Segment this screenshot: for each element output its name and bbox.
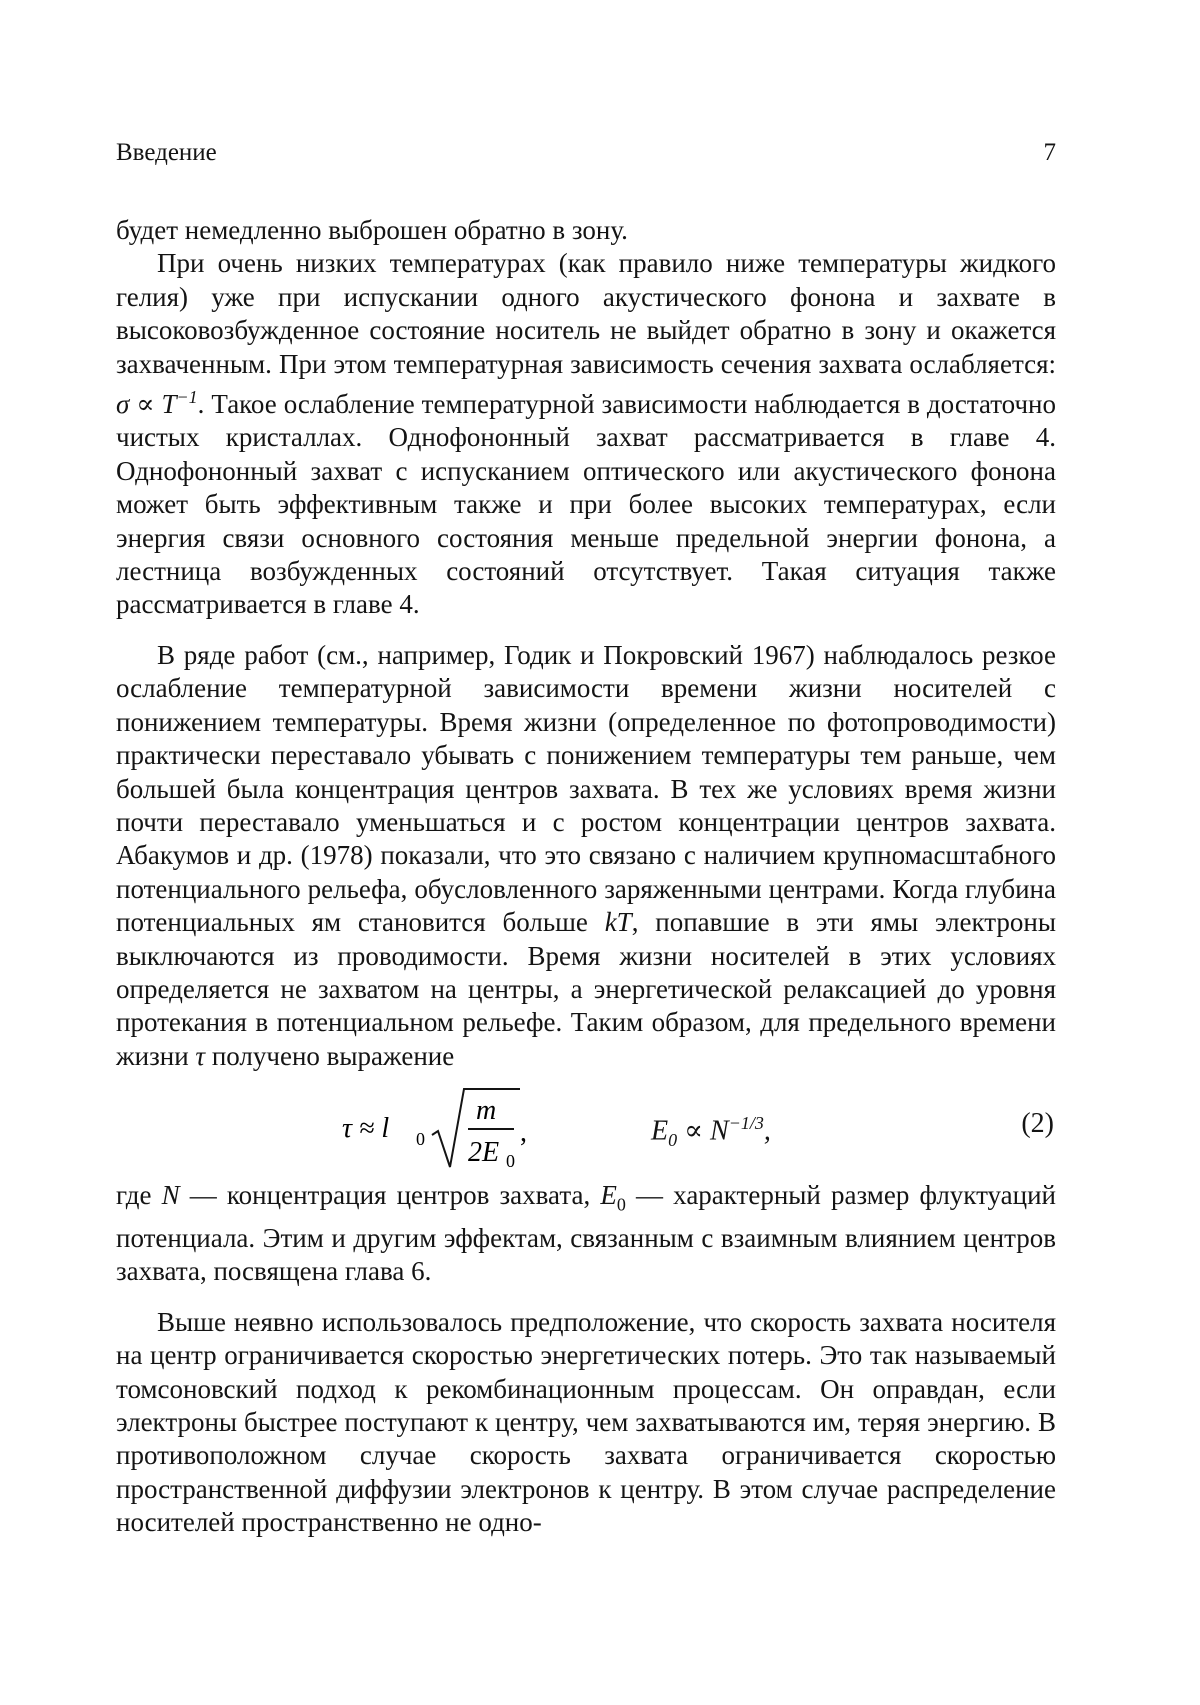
paragraph-text: — характерный размер флуктуаций потенциала. Этим и другим эффектам, связанным с взаимным влиянием центров захвата, посвящена глава 6. bbox=[116, 1180, 1056, 1287]
paragraph-text: получено выражение bbox=[205, 1040, 455, 1071]
rhs-symbol: E bbox=[651, 1115, 669, 1147]
symbol-base: E bbox=[600, 1180, 617, 1211]
denominator-subscript: 0 bbox=[506, 1151, 515, 1172]
paragraph-thomson-approach bbox=[116, 1306, 1056, 1540]
paragraph-text: , попавшие в эти ямы электроны выключаются из проводимости. Время жизни носителей в этих условиях определяется не захватом на центры, а энергетической релаксацией до уровня протекания в потенциальном рельефе. Таким образом, для предельного времени жизни bbox=[116, 907, 1057, 1071]
paragraph-equation-explanation bbox=[116, 1179, 1056, 1289]
fraction-numerator: m bbox=[476, 1095, 497, 1127]
lhs-subscript: 0 bbox=[416, 1129, 425, 1150]
symbol-subscript: 0 bbox=[616, 1194, 626, 1215]
equation-number: (2) bbox=[1021, 1108, 1054, 1140]
rhs-relation: ∝ N bbox=[677, 1115, 729, 1147]
paragraph-text: . Такое ослабление температурной зависимости наблюдается в достаточно чистых кристаллах. Однофононный захват рассматривается в главе 4. Однофононный захват с испусканием оптического или акустического фонона может быть эффективным также и при более высоких температурах, если энергия связи основного состояния меньше предельной энергии фонона, а лестница возбужденных состояний отсутствует. Такая ситуация также рассматривается в главе 4. bbox=[116, 389, 1057, 620]
paragraph-text: где bbox=[116, 1180, 162, 1211]
book-page bbox=[116, 0, 1056, 1705]
body-text bbox=[116, 214, 1056, 1540]
paragraph-text: Выше неявно использовалось предположение, что скорость захвата носителя на центр ограничивается скоростью энергетических потерь. Это так называемый томсоновский подход к рекомбинационным процессам. Он оправдан, если электроны быстрее поступают к центру, чем захватываются им, теряя энергию. В противоположном случае скорость захвата ограничивается скоростью пространственной диффузии электронов к центру. В этом случае распределение носителей пространственно не одно- bbox=[116, 1306, 1056, 1538]
paragraph-text: будет немедленно выброшен обратно в зону. bbox=[116, 215, 628, 245]
paragraph-low-temperature bbox=[116, 247, 1056, 621]
paragraph-text: — концентрация центров захвата, bbox=[179, 1180, 601, 1211]
paragraph-text: При очень низких температурах (как правило ниже температуры жидкого гелия) уже при испускании одного акустического фонона и захвате в высоковозбужденное состояние носитель не выйдет обратно в зону и окажется захваченным. При этом температурная зависимость сечения захвата ослабляется: bbox=[116, 248, 1056, 379]
sqrt-expression bbox=[342, 1083, 592, 1175]
paragraph-lifetime bbox=[116, 639, 1056, 1073]
inline-formula bbox=[116, 389, 198, 419]
rhs-exponent: −1/3 bbox=[728, 1113, 764, 1134]
paragraph-text: В ряде работ (см., например, Годик и Покровский 1967) наблюдалось резкое ослабление температурной зависимости времени жизни носителей с понижением температуры. Время жизни (определенное по фотопроводимости) практически переставало убывать с понижением температуры тем раньше, чем большей была концентрация центров захвата. В тех же условиях время жизни почти переставало уменьшаться и с ростом концентрации центров захвата. Абакумов и др. (1978) показали, что это связано с наличием крупномасштабного потенциального рельефа, обусловленного заряженными центрами. Когда глубина потенциальных ям становится больше bbox=[116, 639, 1056, 938]
equation-2 bbox=[116, 1077, 1056, 1173]
svg-text:,: , bbox=[520, 1117, 527, 1149]
running-head bbox=[116, 136, 1056, 170]
fraction-denominator: 2E bbox=[468, 1137, 500, 1169]
inline-symbol-kT: kT bbox=[604, 907, 632, 938]
inline-symbol-tau: τ bbox=[195, 1040, 206, 1071]
chapter-title: Введение bbox=[116, 139, 217, 166]
equation-lhs bbox=[342, 1083, 592, 1183]
page-number: 7 bbox=[1043, 139, 1056, 166]
equation-rhs: $E_0 \propto N^{-1/3}$, bbox=[651, 1113, 771, 1151]
inline-symbol-E0 bbox=[600, 1180, 626, 1215]
rhs-subscript: 0 bbox=[668, 1130, 678, 1151]
lhs-text: τ ≈ l bbox=[342, 1113, 390, 1145]
paragraph-continuation bbox=[116, 214, 1056, 247]
inline-symbol-N: N bbox=[161, 1180, 180, 1211]
formula-base: σ ∝ T bbox=[116, 389, 177, 420]
formula-exponent: −1 bbox=[176, 387, 198, 408]
